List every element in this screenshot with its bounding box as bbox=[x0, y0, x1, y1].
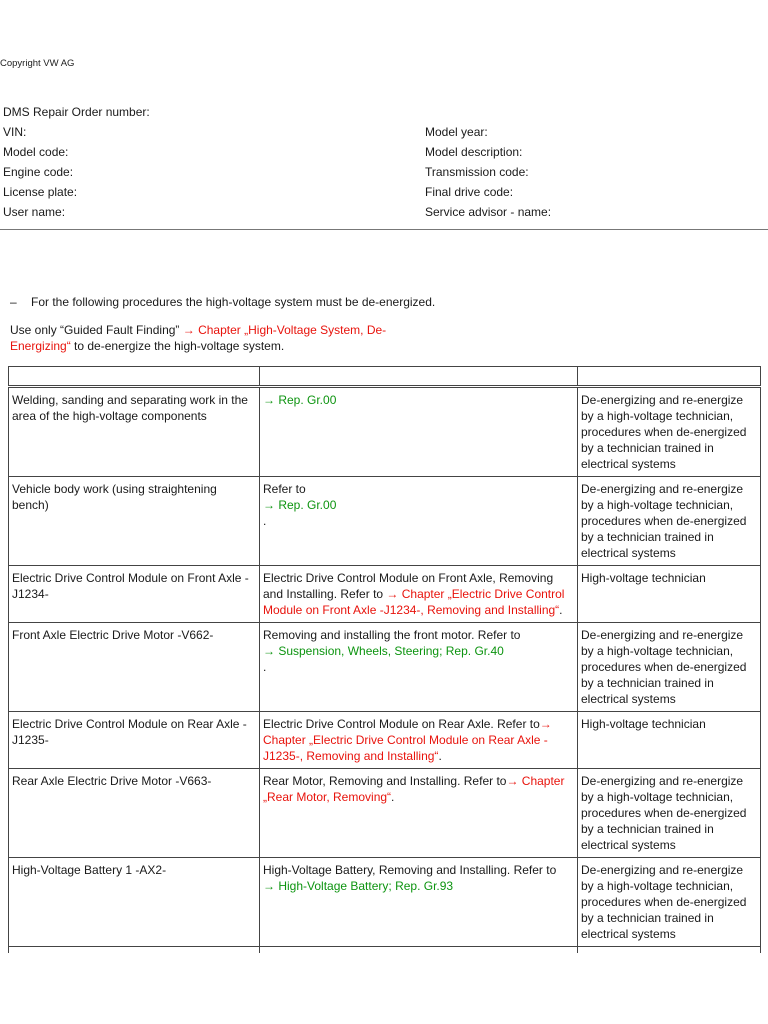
header-cell bbox=[9, 367, 260, 387]
deenergize-chapter-link[interactable]: → Chapter „High-Voltage System, De-Energizing“ bbox=[10, 323, 387, 353]
reference-cell bbox=[260, 387, 578, 477]
table-row bbox=[9, 477, 761, 566]
requirement-cell: High-voltage technician bbox=[578, 566, 761, 623]
note-suffix: to de-energize the high-voltage system. bbox=[70, 339, 285, 353]
component-cell: Welding, sanding and separating work in the area of the high-voltage components bbox=[9, 387, 260, 477]
repair-order-header bbox=[3, 105, 763, 225]
reference-cell bbox=[260, 712, 578, 769]
component-cell: Front Axle Electric Drive Motor -V662- bbox=[9, 623, 260, 712]
component-cell: Electric Drive Control Module on Front Axle -J1234- bbox=[9, 566, 260, 623]
user-name-label: User name: bbox=[3, 205, 66, 219]
service-advisor-label: Service advisor - name: bbox=[425, 205, 552, 219]
model-code-label: Model code: bbox=[3, 145, 69, 159]
reference-link[interactable]: → Suspension, Wheels, Steering; Rep. Gr.40 bbox=[263, 644, 504, 658]
reference-text: Electric Drive Control Module on Front Axle, Removing and Installing. Refer to bbox=[263, 571, 554, 601]
table-row bbox=[9, 387, 761, 477]
requirement-cell: De-energizing and re-energize by a high-voltage technician, procedures when de-energized by a technician trained in electrical systems bbox=[578, 387, 761, 477]
table-row bbox=[9, 858, 761, 947]
requirement-cell: De-energizing and re-energize by a high-voltage technician, procedures when de-energized by a technician trained in electrical systems bbox=[578, 769, 761, 858]
engine-code-label: Engine code: bbox=[3, 165, 74, 179]
procedures-table bbox=[8, 366, 761, 953]
reference-cell bbox=[260, 858, 578, 947]
reference-cell bbox=[260, 769, 578, 858]
table-row-partial bbox=[9, 947, 761, 954]
table-row bbox=[9, 712, 761, 769]
header-cell bbox=[260, 367, 578, 387]
model-year-label: Model year: bbox=[425, 125, 488, 139]
reference-link[interactable]: → Chapter „Rear Motor, Removing“ bbox=[263, 774, 565, 804]
table-header-row bbox=[9, 367, 761, 387]
requirement-cell: High-voltage technician bbox=[578, 712, 761, 769]
table-row bbox=[9, 769, 761, 858]
reference-text: Electric Drive Control Module on Rear Axle. Refer to bbox=[263, 717, 540, 731]
empty-cell bbox=[578, 947, 761, 954]
final-drive-code-label: Final drive code: bbox=[425, 185, 514, 199]
component-cell: High-Voltage Battery 1 -AX2- bbox=[9, 858, 260, 947]
reference-period: . bbox=[263, 660, 267, 674]
component-cell: Rear Axle Electric Drive Motor -V663- bbox=[9, 769, 260, 858]
table-row bbox=[9, 566, 761, 623]
reference-period: . bbox=[559, 603, 563, 617]
step-dash: – bbox=[10, 295, 17, 309]
repair-order-number-label: DMS Repair Order number: bbox=[3, 105, 150, 119]
instruction-text: For the following procedures the high-voltage system must be de-energized. bbox=[31, 295, 436, 309]
requirement-cell: De-energizing and re-energize by a high-voltage technician, procedures when de-energized by a technician trained in electrical systems bbox=[578, 858, 761, 947]
license-plate-label: License plate: bbox=[3, 185, 78, 199]
copyright-notice: Copyright VW AG bbox=[0, 58, 75, 69]
header-divider bbox=[0, 229, 768, 230]
reference-link[interactable]: → Rep. Gr.00 bbox=[263, 498, 337, 512]
empty-cell bbox=[260, 947, 578, 954]
reference-cell bbox=[260, 566, 578, 623]
transmission-code-label: Transmission code: bbox=[425, 165, 529, 179]
reference-link[interactable]: → High-Voltage Battery; Rep. Gr.93 bbox=[263, 879, 454, 893]
reference-cell bbox=[260, 623, 578, 712]
empty-cell bbox=[9, 947, 260, 954]
requirement-cell: De-energizing and re-energize by a high-voltage technician, procedures when de-energized by a technician trained in electrical systems bbox=[578, 477, 761, 566]
reference-text: Rear Motor, Removing and Installing. Refer to bbox=[263, 774, 507, 788]
reference-link[interactable]: → Rep. Gr.00 bbox=[263, 393, 337, 407]
reference-period: . bbox=[391, 790, 395, 804]
reference-link[interactable]: → Chapter „Electric Drive Control Module on Front Axle -J1234-, Removing and Installing“ bbox=[263, 587, 565, 617]
deenergize-note bbox=[10, 322, 430, 354]
reference-text: Removing and installing the front motor. Refer to bbox=[263, 628, 521, 642]
table-row bbox=[9, 623, 761, 712]
note-prefix: Use only “Guided Fault Finding” bbox=[10, 323, 183, 337]
reference-link[interactable]: → Chapter „Electric Drive Control Module on Rear Axle -J1235-, Removing and Installing“ bbox=[263, 717, 552, 763]
vin-label: VIN: bbox=[3, 125, 27, 139]
model-description-label: Model description: bbox=[425, 145, 523, 159]
requirement-cell: De-energizing and re-energize by a high-voltage technician, procedures when de-energized by a technician trained in electrical systems bbox=[578, 623, 761, 712]
reference-period: . bbox=[438, 749, 442, 763]
reference-text: High-Voltage Battery, Removing and Installing. Refer to bbox=[263, 863, 557, 877]
reference-period: . bbox=[263, 514, 267, 528]
header-cell bbox=[578, 367, 761, 387]
component-cell: Vehicle body work (using straightening bench) bbox=[9, 477, 260, 566]
component-cell: Electric Drive Control Module on Rear Axle -J1235- bbox=[9, 712, 260, 769]
reference-cell bbox=[260, 477, 578, 566]
reference-text: Refer to bbox=[263, 482, 306, 496]
instruction-step bbox=[10, 295, 435, 309]
